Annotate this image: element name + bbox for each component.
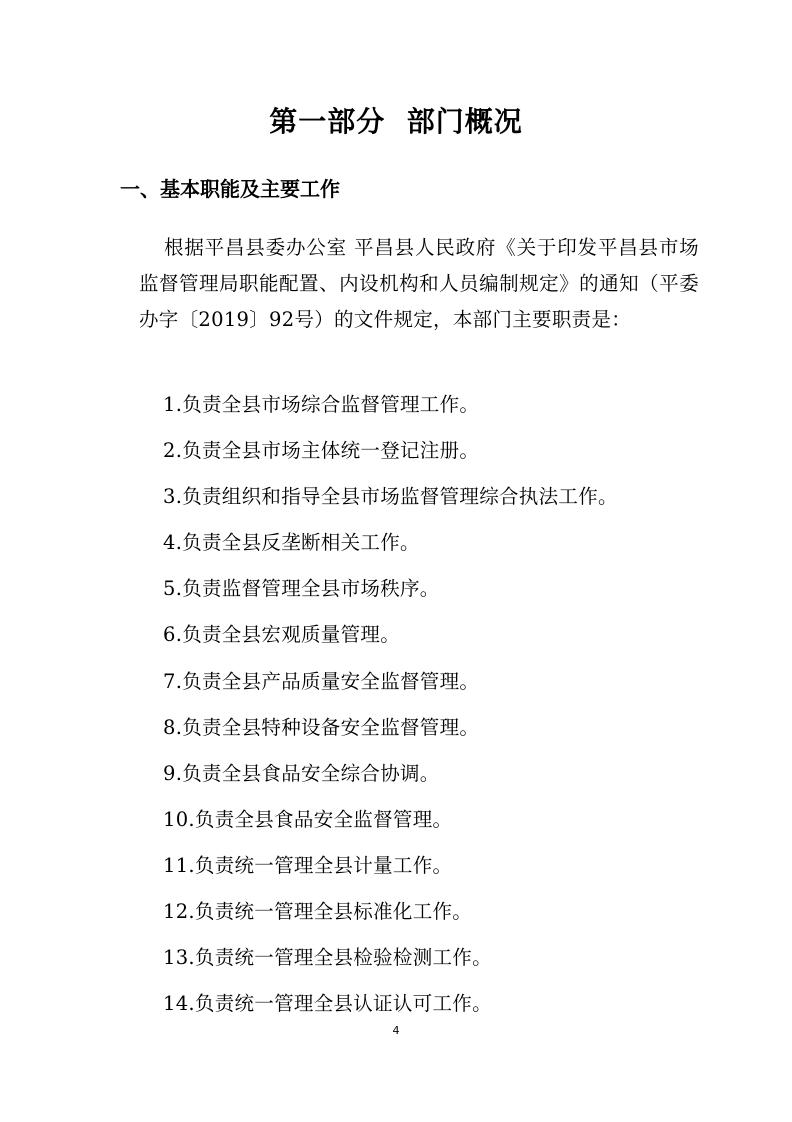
list-item: 13.负责统一管理全县检验检测工作。 bbox=[163, 946, 492, 970]
page-number: 4 bbox=[392, 1024, 400, 1037]
section-heading: 一、基本职能及主要工作 bbox=[120, 177, 340, 201]
intro-paragraph: 根据平昌县委办公室 平昌县人民政府《关于印发平昌县市场监督管理局职能配置、内设机构和人员编制规定》的通知（平委办字〔2019〕92号）的文件规定，本部门主要职责是： bbox=[139, 236, 699, 331]
page-title: 第一部分 部门概况 bbox=[269, 105, 523, 138]
list-item: 1.负责全县市场综合监督管理工作。 bbox=[163, 393, 480, 416]
list-item: 6.负责全县宏观质量管理。 bbox=[163, 623, 401, 647]
list-item: 11.负责统一管理全县计量工作。 bbox=[163, 853, 453, 877]
list-item: 10.负责全县食品安全监督管理。 bbox=[163, 807, 453, 831]
duty-list bbox=[163, 387, 618, 1032]
list-item: 12.负责统一管理全县标准化工作。 bbox=[163, 900, 473, 924]
list-item: 8.负责全县特种设备安全监督管理。 bbox=[163, 715, 480, 739]
list-item: 5.负责监督管理全县市场秩序。 bbox=[163, 577, 440, 601]
list-item: 9.负责全县食品安全综合协调。 bbox=[163, 761, 440, 785]
list-item: 3.负责组织和指导全县市场监督管理综合执法工作。 bbox=[163, 485, 618, 509]
list-item: 14.负责统一管理全县认证认可工作。 bbox=[163, 992, 492, 1016]
list-item: 2.负责全县市场主体统一登记注册。 bbox=[163, 439, 480, 463]
list-item: 7.负责全县产品质量安全监督管理。 bbox=[163, 669, 480, 693]
list-item: 4.负责全县反垄断相关工作。 bbox=[163, 531, 420, 555]
